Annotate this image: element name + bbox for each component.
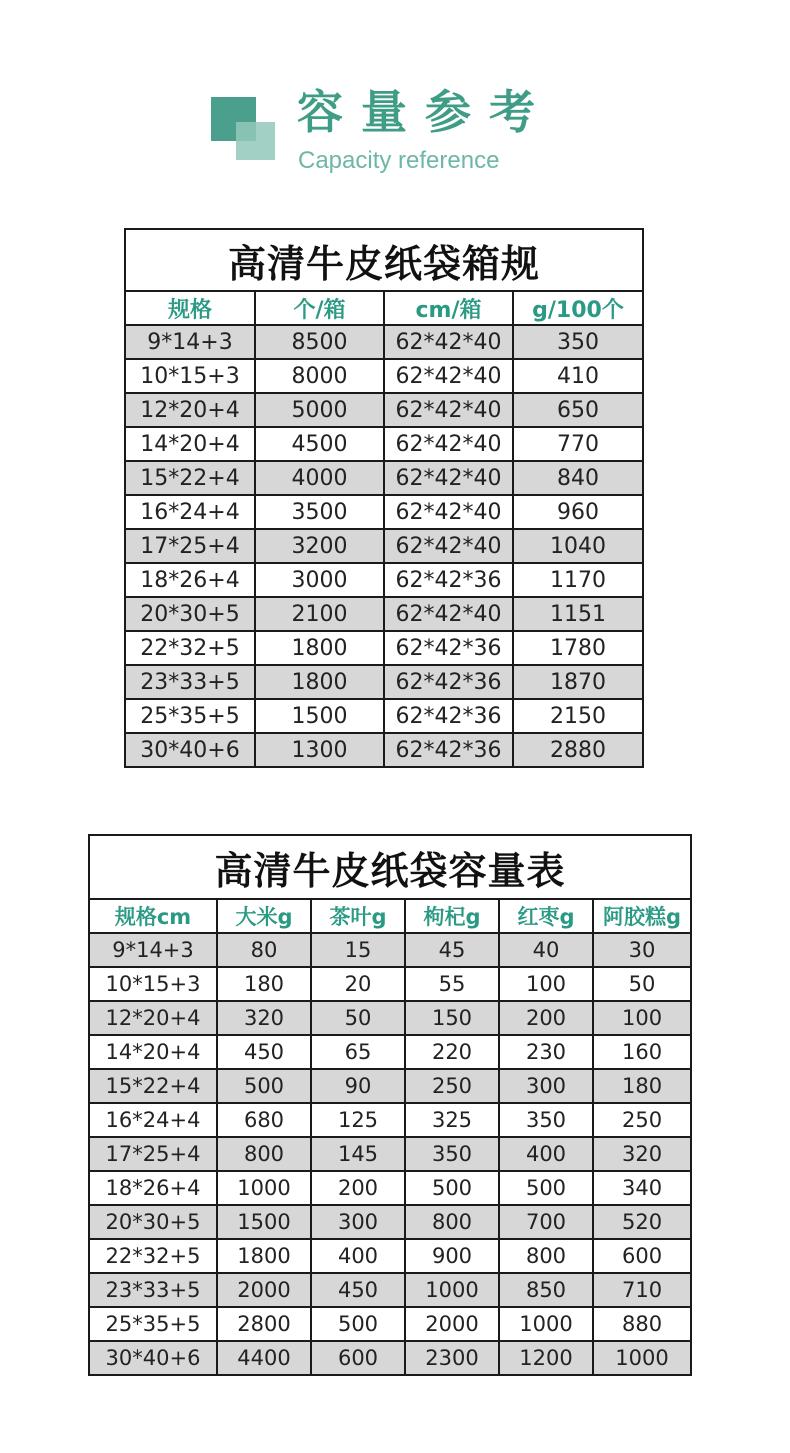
table-cell: 1500 xyxy=(255,699,384,733)
table-cell: 800 xyxy=(217,1137,311,1171)
table-cell: 320 xyxy=(593,1137,691,1171)
page-subtitle: Capacity reference xyxy=(298,147,500,174)
table-cell: 220 xyxy=(405,1035,499,1069)
table-cell: 1151 xyxy=(513,597,643,631)
table-cell: 250 xyxy=(405,1069,499,1103)
table-row xyxy=(89,967,691,1001)
table-cell: 62*42*40 xyxy=(384,461,513,495)
table-cell: 45 xyxy=(405,933,499,967)
table-cell: 1000 xyxy=(217,1171,311,1205)
table-cell: 340 xyxy=(593,1171,691,1205)
table-cell: 2000 xyxy=(405,1307,499,1341)
table-row xyxy=(89,1035,691,1069)
table-cell: 62*42*36 xyxy=(384,665,513,699)
table-cell: 1170 xyxy=(513,563,643,597)
table-row xyxy=(125,393,643,427)
table-cell: 1780 xyxy=(513,631,643,665)
table-cell: 16*24+4 xyxy=(89,1103,217,1137)
column-header: 茶叶g xyxy=(311,899,405,933)
table-cell: 4500 xyxy=(255,427,384,461)
table-cell: 90 xyxy=(311,1069,405,1103)
table-cell: 80 xyxy=(217,933,311,967)
table-title: 高清牛皮纸袋容量表 xyxy=(89,835,691,899)
table-cell: 12*20+4 xyxy=(89,1001,217,1035)
table-cell: 62*42*36 xyxy=(384,631,513,665)
table-cell: 800 xyxy=(405,1205,499,1239)
table-cell: 230 xyxy=(499,1035,593,1069)
table-cell: 18*26+4 xyxy=(89,1171,217,1205)
table-cell: 300 xyxy=(311,1205,405,1239)
table-row xyxy=(89,1341,691,1375)
table-row xyxy=(89,1171,691,1205)
table-row xyxy=(89,1103,691,1137)
table-cell: 1000 xyxy=(499,1307,593,1341)
table-cell: 350 xyxy=(499,1103,593,1137)
table-cell: 20*30+5 xyxy=(125,597,255,631)
column-header: 红枣g xyxy=(499,899,593,933)
table-cell: 160 xyxy=(593,1035,691,1069)
table-cell: 3000 xyxy=(255,563,384,597)
table-cell: 500 xyxy=(311,1307,405,1341)
table-cell: 650 xyxy=(513,393,643,427)
table-cell: 350 xyxy=(405,1137,499,1171)
table-cell: 1200 xyxy=(499,1341,593,1375)
table-cell: 200 xyxy=(311,1171,405,1205)
table-row xyxy=(89,1273,691,1307)
table-row xyxy=(125,665,643,699)
table-cell: 14*20+4 xyxy=(125,427,255,461)
table-cell: 55 xyxy=(405,967,499,1001)
table-row xyxy=(125,563,643,597)
table-row xyxy=(125,461,643,495)
table-row xyxy=(89,933,691,967)
table-cell: 700 xyxy=(499,1205,593,1239)
table-cell: 65 xyxy=(311,1035,405,1069)
table-cell: 17*25+4 xyxy=(125,529,255,563)
table-cell: 1800 xyxy=(255,631,384,665)
table-cell: 500 xyxy=(499,1171,593,1205)
table-row xyxy=(125,359,643,393)
table-cell: 840 xyxy=(513,461,643,495)
table-cell: 5000 xyxy=(255,393,384,427)
table-cell: 62*42*40 xyxy=(384,597,513,631)
table-cell: 15*22+4 xyxy=(89,1069,217,1103)
column-header: 枸杞g xyxy=(405,899,499,933)
table-cell: 50 xyxy=(311,1001,405,1035)
table-cell: 62*42*36 xyxy=(384,563,513,597)
table-cell: 25*35+5 xyxy=(125,699,255,733)
table-cell: 9*14+3 xyxy=(89,933,217,967)
table-cell: 18*26+4 xyxy=(125,563,255,597)
table-cell: 30*40+6 xyxy=(89,1341,217,1375)
table-title: 高清牛皮纸袋箱规 xyxy=(125,229,643,291)
table-cell: 25*35+5 xyxy=(89,1307,217,1341)
table-row xyxy=(89,1137,691,1171)
table-row xyxy=(125,427,643,461)
table-cell: 850 xyxy=(499,1273,593,1307)
table-cell: 320 xyxy=(217,1001,311,1035)
column-header: g/100个 xyxy=(513,291,643,325)
table-cell: 62*42*40 xyxy=(384,393,513,427)
table-cell: 150 xyxy=(405,1001,499,1035)
table-cell: 600 xyxy=(593,1239,691,1273)
table-cell: 300 xyxy=(499,1069,593,1103)
table-cell: 180 xyxy=(593,1069,691,1103)
table-cell: 2100 xyxy=(255,597,384,631)
table-cell: 1800 xyxy=(217,1239,311,1273)
column-header: 规格cm xyxy=(89,899,217,933)
table-cell: 500 xyxy=(405,1171,499,1205)
table-row xyxy=(89,1069,691,1103)
table-cell: 10*15+3 xyxy=(125,359,255,393)
page-title: 容量参考 xyxy=(297,85,553,139)
table-cell: 3500 xyxy=(255,495,384,529)
table-cell: 17*25+4 xyxy=(89,1137,217,1171)
table-cell: 10*15+3 xyxy=(89,967,217,1001)
table-cell: 30 xyxy=(593,933,691,967)
table-row xyxy=(125,733,643,767)
column-header: 大米g xyxy=(217,899,311,933)
table-cell: 62*42*36 xyxy=(384,699,513,733)
table-cell: 62*42*40 xyxy=(384,495,513,529)
table-cell: 62*42*40 xyxy=(384,359,513,393)
table-cell: 2800 xyxy=(217,1307,311,1341)
table-cell: 15*22+4 xyxy=(125,461,255,495)
table-cell: 200 xyxy=(499,1001,593,1035)
table-cell: 4400 xyxy=(217,1341,311,1375)
table-cell: 40 xyxy=(499,933,593,967)
table-row xyxy=(125,597,643,631)
box-spec-table xyxy=(124,228,644,768)
table-cell: 2150 xyxy=(513,699,643,733)
table-cell: 4000 xyxy=(255,461,384,495)
table-cell: 100 xyxy=(499,967,593,1001)
table-cell: 20 xyxy=(311,967,405,1001)
table-header-row xyxy=(125,291,643,325)
column-header: 规格 xyxy=(125,291,255,325)
table-cell: 800 xyxy=(499,1239,593,1273)
table-cell: 250 xyxy=(593,1103,691,1137)
table-cell: 400 xyxy=(311,1239,405,1273)
table-cell: 2880 xyxy=(513,733,643,767)
table-cell: 400 xyxy=(499,1137,593,1171)
table-cell: 960 xyxy=(513,495,643,529)
column-header: 个/箱 xyxy=(255,291,384,325)
table-cell: 900 xyxy=(405,1239,499,1273)
table-cell: 180 xyxy=(217,967,311,1001)
table-cell: 50 xyxy=(593,967,691,1001)
table-cell: 14*20+4 xyxy=(89,1035,217,1069)
table-cell: 325 xyxy=(405,1103,499,1137)
table-cell: 12*20+4 xyxy=(125,393,255,427)
table-row xyxy=(125,325,643,359)
table-cell: 1040 xyxy=(513,529,643,563)
table-cell: 1500 xyxy=(217,1205,311,1239)
column-header: 阿胶糕g xyxy=(593,899,691,933)
table-cell: 1870 xyxy=(513,665,643,699)
table-cell: 16*24+4 xyxy=(125,495,255,529)
table-cell: 710 xyxy=(593,1273,691,1307)
table-row xyxy=(125,699,643,733)
table-cell: 600 xyxy=(311,1341,405,1375)
table-cell: 520 xyxy=(593,1205,691,1239)
table-cell: 1000 xyxy=(405,1273,499,1307)
table-row xyxy=(125,529,643,563)
table-cell: 680 xyxy=(217,1103,311,1137)
table-cell: 1000 xyxy=(593,1341,691,1375)
table-cell: 880 xyxy=(593,1307,691,1341)
table-cell: 9*14+3 xyxy=(125,325,255,359)
table-cell: 23*33+5 xyxy=(125,665,255,699)
table-cell: 8000 xyxy=(255,359,384,393)
table-cell: 30*40+6 xyxy=(125,733,255,767)
table-row xyxy=(89,1239,691,1273)
table-cell: 62*42*36 xyxy=(384,733,513,767)
table-cell: 2000 xyxy=(217,1273,311,1307)
table-cell: 8500 xyxy=(255,325,384,359)
table-cell: 2300 xyxy=(405,1341,499,1375)
table-cell: 22*32+5 xyxy=(125,631,255,665)
capacity-table xyxy=(88,834,692,1376)
table-cell: 350 xyxy=(513,325,643,359)
table-cell: 22*32+5 xyxy=(89,1239,217,1273)
table-cell: 770 xyxy=(513,427,643,461)
table-cell: 500 xyxy=(217,1069,311,1103)
table-row xyxy=(89,1001,691,1035)
table-row xyxy=(89,1307,691,1341)
table-cell: 410 xyxy=(513,359,643,393)
table-cell: 450 xyxy=(311,1273,405,1307)
table-cell: 450 xyxy=(217,1035,311,1069)
table-cell: 3200 xyxy=(255,529,384,563)
table-row xyxy=(125,495,643,529)
table-row xyxy=(89,1205,691,1239)
table-cell: 62*42*40 xyxy=(384,325,513,359)
table-cell: 1800 xyxy=(255,665,384,699)
table-cell: 125 xyxy=(311,1103,405,1137)
table-cell: 1300 xyxy=(255,733,384,767)
table-cell: 145 xyxy=(311,1137,405,1171)
table-cell: 20*30+5 xyxy=(89,1205,217,1239)
table-row xyxy=(125,631,643,665)
table-cell: 100 xyxy=(593,1001,691,1035)
logo-icon xyxy=(211,97,277,163)
logo-square-light xyxy=(236,122,275,160)
table-cell: 23*33+5 xyxy=(89,1273,217,1307)
table-cell: 15 xyxy=(311,933,405,967)
table-cell: 62*42*40 xyxy=(384,427,513,461)
table-cell: 62*42*40 xyxy=(384,529,513,563)
table-header-row xyxy=(89,899,691,933)
column-header: cm/箱 xyxy=(384,291,513,325)
